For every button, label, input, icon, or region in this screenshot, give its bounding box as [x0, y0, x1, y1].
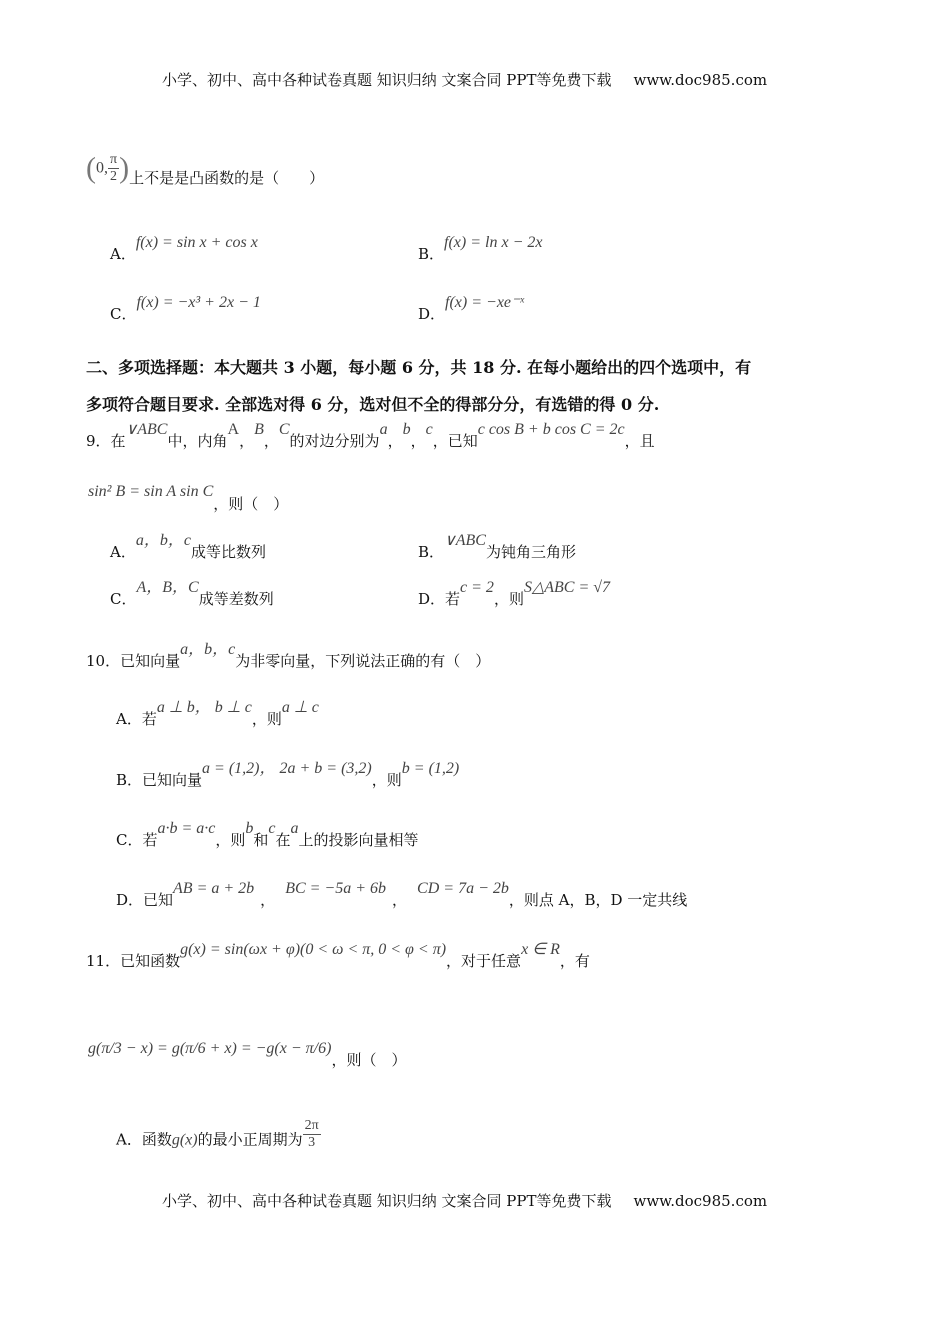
q8-option-b	[418, 234, 543, 265]
q11-stem	[86, 941, 590, 972]
q9-option-d	[418, 579, 611, 610]
text-span: A．	[110, 245, 136, 263]
q10-option-b	[116, 760, 460, 791]
q10-stem	[86, 641, 491, 672]
text-span: C．	[110, 305, 137, 323]
text-span: 10．已知向量	[86, 652, 181, 670]
section-heading-line1: 二、多项选择题：本大题共 3 小题，每小题 6 分，共 18 分. 在每小题给出的四个选项中，有	[86, 358, 752, 377]
text-span: B．已知向量	[116, 771, 203, 789]
text-span: ，有	[559, 952, 590, 970]
q9-option-b	[418, 532, 576, 563]
text-span: ∨ABC	[125, 421, 168, 438]
text-span: 为钝角三角形	[485, 543, 576, 561]
text-span: A，B，C	[136, 579, 199, 596]
text-span: A．	[110, 543, 136, 561]
text-span: A．函数	[116, 1130, 172, 1149]
q11-condition	[88, 1038, 407, 1069]
text-span: f(x) = −xe⁻ˣ	[445, 294, 524, 311]
text-span: B．	[418, 543, 445, 561]
text-span: 9．在	[86, 432, 126, 450]
text-span: ，则	[493, 590, 524, 608]
text-span: 2π	[304, 1118, 319, 1133]
text-span: a，b，c	[135, 532, 191, 549]
text-span: 的对边分别为	[289, 432, 380, 450]
page-header	[162, 70, 767, 90]
text-span: ，且	[624, 432, 655, 450]
text-span: C．若	[116, 831, 158, 849]
q8-option-d	[418, 294, 524, 325]
header-site: www.doc985.com	[633, 71, 768, 89]
text-span: C．	[110, 590, 137, 608]
text-span: a，b，c	[180, 641, 236, 658]
footer-text: 小学、初中、高中各种试卷真题 知识归纳 文案合同 PPT等免费下载	[162, 1192, 612, 1210]
q8-option-a	[110, 234, 258, 265]
text-span: S△ABC = √7	[523, 579, 611, 596]
text-span: ，	[239, 432, 255, 450]
text-span: f(x) = −x³ + 2x − 1	[136, 294, 261, 311]
text-span: ，	[387, 432, 403, 450]
text-span: a ⊥ c	[281, 699, 319, 716]
text-span: ，则（ ）	[213, 495, 289, 513]
text-span: ，则（ ）	[331, 1051, 407, 1069]
text-span: AB = a + 2b	[173, 880, 255, 897]
text-span: B．	[418, 245, 445, 263]
text-span: ，对于任意	[446, 952, 522, 970]
text-span: a	[379, 421, 388, 438]
text-span: ，	[260, 891, 276, 909]
text-span: ∨ABC	[444, 532, 486, 549]
text-span: ，	[410, 432, 426, 450]
text-span: A	[227, 421, 240, 438]
section-heading-line2: 多项符合题目要求. 全部选对得 6 分，选对但不全的得部分分，有选错的得 0 分.	[86, 395, 660, 414]
text-span: ，	[263, 432, 279, 450]
text-span: a·b = a·c	[157, 820, 216, 837]
fraction	[303, 1118, 321, 1151]
text-span: C	[278, 421, 290, 438]
text-span: c	[425, 421, 433, 438]
fraction	[108, 152, 119, 185]
text-span: ，则点 A，B，D 一定共线	[508, 891, 688, 909]
q10-option-c	[116, 820, 419, 851]
text-span: 2	[110, 169, 118, 184]
text-span: ，则	[215, 831, 246, 849]
text-span: B	[254, 421, 264, 438]
text-span: b = (1,2)	[401, 760, 460, 777]
text-span: D．	[418, 305, 446, 323]
text-span: CD = 7a − 2b	[417, 880, 509, 897]
text-span: 为非零向量，下列说法正确的有（ ）	[235, 652, 491, 670]
text-span: 中，内角	[167, 432, 228, 450]
text-span: b	[402, 421, 411, 438]
text-span: ，	[392, 891, 408, 909]
text-span: A．若	[116, 710, 157, 728]
text-span: 上的投影向量相等	[298, 831, 419, 849]
text-span: a ⊥ b， b ⊥ c	[156, 699, 252, 716]
text-span: f(x) = sin x + cos x	[135, 234, 258, 251]
interval-left: 0,	[96, 159, 108, 177]
page-footer	[162, 1191, 767, 1211]
header-text: 小学、初中、高中各种试卷真题 知识归纳 文案合同 PPT等免费下载	[162, 71, 612, 89]
text-span: 在	[275, 831, 291, 849]
q10-option-a	[116, 699, 319, 730]
text-span: sin² B = sin A sin C	[88, 483, 214, 500]
text-span: 成等差数列	[198, 590, 274, 608]
text-span: ，则	[371, 771, 402, 789]
q8-stem-text: 上不是是凸函数的是（ ）	[129, 168, 325, 187]
q9-stem	[86, 421, 655, 452]
text-span: a	[290, 820, 299, 837]
text-span: c = 2	[460, 579, 494, 596]
text-span: 和	[253, 831, 269, 849]
text-span: π	[110, 152, 118, 167]
text-span: g(π/3 − x) = g(π/6 + x) = −g(x − π/6)	[88, 1040, 332, 1057]
text-span: b	[245, 820, 254, 837]
text-span: f(x) = ln x − 2x	[444, 234, 543, 251]
q10-option-d	[116, 880, 688, 911]
text-span: D．已知	[116, 891, 174, 909]
text-span: g(x)	[171, 1131, 198, 1149]
text-span: c cos B + b cos C = 2c	[477, 421, 625, 438]
text-span: 的最小正周期为	[197, 1130, 303, 1149]
footer-site: www.doc985.com	[633, 1192, 768, 1210]
text-span: ，已知	[432, 432, 478, 450]
text-span: 3	[308, 1135, 316, 1150]
q8-stem: (0, $\frac{\pi}{2}$ )上不是是凸函数的是（ ）	[86, 151, 325, 187]
text-span: 11．已知函数	[86, 952, 181, 970]
q9-option-c	[110, 579, 274, 610]
q9-option-a	[110, 532, 266, 563]
text-span: BC = −5a + 6b	[285, 880, 387, 897]
q8-option-c	[110, 294, 261, 325]
text-span: g(x) = sin(ωx + φ)(0 < ω < π, 0 < φ < π)	[180, 941, 447, 958]
text-span: 成等比数列	[190, 543, 266, 561]
text-span: x ∈ R	[521, 941, 560, 958]
text-span: ，则	[251, 710, 282, 728]
text-span: a = (1,2)， 2a + b = (3,2)	[202, 760, 372, 777]
text-span: D．若	[418, 590, 461, 608]
text-span: c	[268, 820, 276, 837]
q11-option-a	[116, 1118, 321, 1157]
q9-condition	[88, 481, 289, 513]
